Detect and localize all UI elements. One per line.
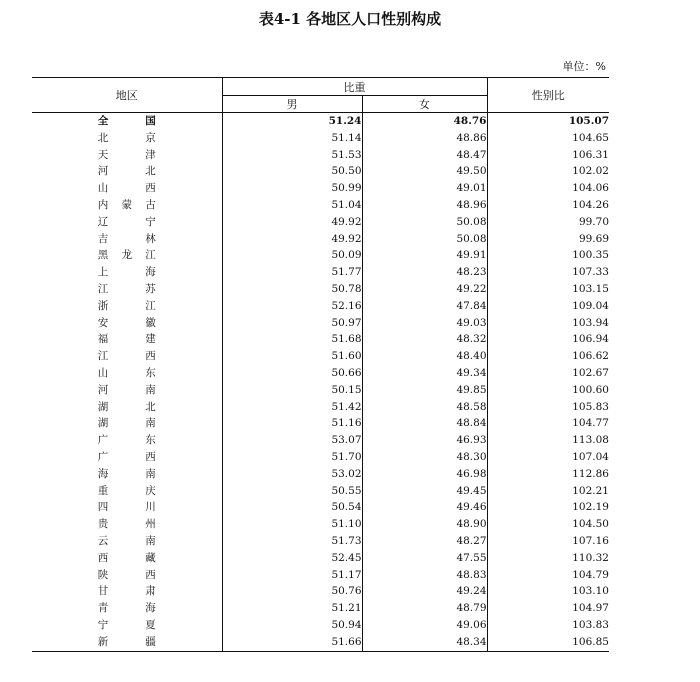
region-cell bbox=[32, 382, 222, 399]
region-name: 北 京 bbox=[97, 131, 156, 144]
region-name: 湖 北 bbox=[97, 400, 156, 413]
region-cell bbox=[32, 197, 222, 214]
table-row bbox=[32, 449, 609, 466]
female-value: 49.24 bbox=[362, 583, 487, 600]
region-cell bbox=[32, 466, 222, 483]
sex-ratio-value: 107.04 bbox=[487, 449, 609, 466]
region-cell bbox=[32, 348, 222, 365]
region-name: 福 建 bbox=[97, 333, 156, 346]
female-value: 48.40 bbox=[362, 348, 487, 365]
sex-ratio-value: 106.94 bbox=[487, 331, 609, 348]
female-value: 48.96 bbox=[362, 197, 487, 214]
female-value: 47.55 bbox=[362, 550, 487, 567]
female-value: 48.30 bbox=[362, 449, 487, 466]
region-name: 浙 江 bbox=[97, 299, 156, 312]
region-name: 湖 南 bbox=[97, 417, 156, 430]
table-title: 表4-1 各地区人口性别构成 bbox=[258, 10, 442, 28]
male-value: 51.16 bbox=[222, 415, 362, 432]
sex-ratio-value: 113.08 bbox=[487, 432, 609, 449]
region-cell bbox=[32, 449, 222, 466]
table-row bbox=[32, 550, 609, 567]
region-cell bbox=[32, 550, 222, 567]
table-row bbox=[32, 499, 609, 516]
sex-ratio-value: 104.06 bbox=[487, 180, 609, 197]
region-cell bbox=[32, 499, 222, 516]
female-value: 49.22 bbox=[362, 281, 487, 298]
table-row bbox=[32, 382, 609, 399]
region-cell bbox=[32, 264, 222, 281]
female-value: 50.08 bbox=[362, 231, 487, 248]
region-cell bbox=[32, 298, 222, 315]
table-row bbox=[32, 583, 609, 600]
region-name: 重 庆 bbox=[97, 484, 156, 497]
sex-ratio-value: 99.70 bbox=[487, 214, 609, 231]
region-name: 四 川 bbox=[97, 501, 156, 514]
male-value: 50.78 bbox=[222, 281, 362, 298]
male-value: 51.73 bbox=[222, 533, 362, 550]
region-name: 宁 夏 bbox=[97, 618, 156, 631]
female-value: 48.90 bbox=[362, 516, 487, 533]
table-row bbox=[32, 231, 609, 248]
table-row bbox=[32, 298, 609, 315]
region-cell bbox=[32, 331, 222, 348]
table-row bbox=[32, 331, 609, 348]
table-row bbox=[32, 617, 609, 634]
region-cell bbox=[32, 231, 222, 248]
table-row bbox=[32, 180, 609, 197]
region-name: 上 海 bbox=[97, 266, 156, 279]
table-row bbox=[32, 281, 609, 298]
weight-header: 比重 bbox=[222, 78, 487, 96]
male-value: 51.66 bbox=[222, 634, 362, 651]
region-name: 山 东 bbox=[97, 366, 156, 379]
female-value: 49.01 bbox=[362, 180, 487, 197]
sex-ratio-header: 性别比 bbox=[487, 78, 609, 113]
male-value: 50.66 bbox=[222, 365, 362, 382]
sex-ratio-value: 99.69 bbox=[487, 231, 609, 248]
female-value: 48.83 bbox=[362, 567, 487, 584]
region-name: 新 疆 bbox=[97, 635, 156, 648]
male-value: 50.55 bbox=[222, 483, 362, 500]
region-cell bbox=[32, 180, 222, 197]
male-value: 49.92 bbox=[222, 214, 362, 231]
table-row bbox=[32, 483, 609, 500]
sex-ratio-value: 102.02 bbox=[487, 163, 609, 180]
table-row bbox=[32, 365, 609, 382]
female-value: 48.34 bbox=[362, 634, 487, 651]
sex-ratio-value: 102.67 bbox=[487, 365, 609, 382]
region-name: 云 南 bbox=[97, 534, 156, 547]
female-value: 48.27 bbox=[362, 533, 487, 550]
region-cell bbox=[32, 415, 222, 432]
unit-label: 单位：% bbox=[562, 60, 606, 73]
table-row bbox=[32, 533, 609, 550]
female-value: 48.47 bbox=[362, 147, 487, 164]
male-value: 50.94 bbox=[222, 617, 362, 634]
sex-ratio-value: 104.50 bbox=[487, 516, 609, 533]
female-value: 49.06 bbox=[362, 617, 487, 634]
region-cell bbox=[32, 247, 222, 264]
female-value: 48.76 bbox=[362, 113, 487, 130]
male-value: 51.42 bbox=[222, 399, 362, 416]
table-row bbox=[32, 466, 609, 483]
region-name: 江 苏 bbox=[97, 282, 156, 295]
table-row bbox=[32, 415, 609, 432]
region-name: 贵 州 bbox=[97, 518, 156, 531]
region-name: 海 南 bbox=[97, 467, 156, 480]
female-value: 49.85 bbox=[362, 382, 487, 399]
region-cell bbox=[32, 483, 222, 500]
sex-ratio-value: 106.31 bbox=[487, 147, 609, 164]
region-cell bbox=[32, 147, 222, 164]
region-cell bbox=[32, 617, 222, 634]
table-row bbox=[32, 432, 609, 449]
sex-ratio-value: 100.35 bbox=[487, 247, 609, 264]
male-value: 53.07 bbox=[222, 432, 362, 449]
table-row bbox=[32, 197, 609, 214]
male-value: 50.99 bbox=[222, 180, 362, 197]
male-value: 51.68 bbox=[222, 331, 362, 348]
sex-ratio-value: 109.04 bbox=[487, 298, 609, 315]
table-row bbox=[32, 214, 609, 231]
male-value: 52.45 bbox=[222, 550, 362, 567]
table-row bbox=[32, 634, 609, 651]
sex-ratio-value: 103.15 bbox=[487, 281, 609, 298]
region-cell bbox=[32, 113, 222, 130]
region-name: 安 徽 bbox=[97, 316, 156, 329]
male-value: 51.04 bbox=[222, 197, 362, 214]
female-value: 49.91 bbox=[362, 247, 487, 264]
sex-ratio-value: 104.77 bbox=[487, 415, 609, 432]
sex-ratio-value: 102.19 bbox=[487, 499, 609, 516]
female-value: 46.93 bbox=[362, 432, 487, 449]
female-value: 49.50 bbox=[362, 163, 487, 180]
sex-ratio-value: 103.94 bbox=[487, 315, 609, 332]
region-cell bbox=[32, 365, 222, 382]
sex-ratio-value: 106.85 bbox=[487, 634, 609, 651]
male-value: 51.70 bbox=[222, 449, 362, 466]
region-name: 辽 宁 bbox=[97, 215, 156, 228]
region-name: 江 西 bbox=[97, 350, 156, 363]
table-row bbox=[32, 315, 609, 332]
region-name: 吉 林 bbox=[97, 232, 156, 245]
male-value: 50.09 bbox=[222, 247, 362, 264]
region-name: 全 国 bbox=[97, 115, 156, 127]
sex-ratio-value: 104.26 bbox=[487, 197, 609, 214]
male-value: 50.76 bbox=[222, 583, 362, 600]
male-value: 49.92 bbox=[222, 231, 362, 248]
table-row bbox=[32, 567, 609, 584]
region-name: 山 西 bbox=[97, 182, 156, 195]
region-cell bbox=[32, 600, 222, 617]
table-row bbox=[32, 399, 609, 416]
table-row bbox=[32, 147, 609, 164]
sex-ratio-value: 103.83 bbox=[487, 617, 609, 634]
sex-ratio-value: 106.62 bbox=[487, 348, 609, 365]
population-sex-table bbox=[32, 77, 609, 652]
region-name: 青 海 bbox=[97, 602, 156, 615]
region-name: 广 西 bbox=[97, 450, 156, 463]
female-value: 49.46 bbox=[362, 499, 487, 516]
table-row bbox=[32, 130, 609, 147]
region-header: 地区 bbox=[32, 78, 222, 113]
female-value: 50.08 bbox=[362, 214, 487, 231]
male-value: 51.17 bbox=[222, 567, 362, 584]
region-name: 陕 西 bbox=[97, 568, 156, 581]
region-cell bbox=[32, 163, 222, 180]
table-row bbox=[32, 516, 609, 533]
male-value: 52.16 bbox=[222, 298, 362, 315]
female-value: 49.34 bbox=[362, 365, 487, 382]
male-value: 50.97 bbox=[222, 315, 362, 332]
female-value: 46.98 bbox=[362, 466, 487, 483]
sex-ratio-value: 112.86 bbox=[487, 466, 609, 483]
region-cell bbox=[32, 399, 222, 416]
sex-ratio-value: 107.16 bbox=[487, 533, 609, 550]
male-value: 51.60 bbox=[222, 348, 362, 365]
region-cell bbox=[32, 533, 222, 550]
table-row bbox=[32, 247, 609, 264]
male-value: 51.77 bbox=[222, 264, 362, 281]
table-body bbox=[32, 113, 609, 652]
region-name: 天 津 bbox=[97, 148, 156, 161]
region-name: 河 南 bbox=[97, 383, 156, 396]
male-value: 51.14 bbox=[222, 130, 362, 147]
female-value: 48.32 bbox=[362, 331, 487, 348]
female-value: 48.84 bbox=[362, 415, 487, 432]
male-value: 53.02 bbox=[222, 466, 362, 483]
sex-ratio-value: 104.65 bbox=[487, 130, 609, 147]
region-cell bbox=[32, 567, 222, 584]
sex-ratio-value: 105.07 bbox=[487, 113, 609, 130]
male-value: 51.10 bbox=[222, 516, 362, 533]
male-value: 50.54 bbox=[222, 499, 362, 516]
sex-ratio-value: 110.32 bbox=[487, 550, 609, 567]
region-cell bbox=[32, 516, 222, 533]
region-cell bbox=[32, 634, 222, 651]
sex-ratio-value: 105.83 bbox=[487, 399, 609, 416]
male-value: 50.50 bbox=[222, 163, 362, 180]
region-name: 河 北 bbox=[97, 165, 156, 178]
female-value: 49.03 bbox=[362, 315, 487, 332]
sex-ratio-value: 100.60 bbox=[487, 382, 609, 399]
female-header: 女 bbox=[362, 96, 487, 113]
male-value: 51.53 bbox=[222, 147, 362, 164]
region-cell bbox=[32, 130, 222, 147]
sex-ratio-value: 103.10 bbox=[487, 583, 609, 600]
female-value: 48.86 bbox=[362, 130, 487, 147]
table-row bbox=[32, 348, 609, 365]
male-value: 51.24 bbox=[222, 113, 362, 130]
region-cell bbox=[32, 583, 222, 600]
table-row bbox=[32, 600, 609, 617]
region-name: 西 藏 bbox=[97, 551, 156, 564]
region-cell bbox=[32, 281, 222, 298]
table-row bbox=[32, 113, 609, 130]
female-value: 48.58 bbox=[362, 399, 487, 416]
region-name: 内蒙古 bbox=[97, 198, 156, 211]
male-header: 男 bbox=[222, 96, 362, 113]
region-name: 广 东 bbox=[97, 434, 156, 447]
female-value: 47.84 bbox=[362, 298, 487, 315]
region-cell bbox=[32, 315, 222, 332]
female-value: 48.79 bbox=[362, 600, 487, 617]
table-row bbox=[32, 163, 609, 180]
sex-ratio-value: 107.33 bbox=[487, 264, 609, 281]
female-value: 48.23 bbox=[362, 264, 487, 281]
region-name: 甘 肃 bbox=[97, 585, 156, 598]
sex-ratio-value: 104.97 bbox=[487, 600, 609, 617]
table-row bbox=[32, 264, 609, 281]
male-value: 50.15 bbox=[222, 382, 362, 399]
sex-ratio-value: 102.21 bbox=[487, 483, 609, 500]
male-value: 51.21 bbox=[222, 600, 362, 617]
region-cell bbox=[32, 432, 222, 449]
region-cell bbox=[32, 214, 222, 231]
female-value: 49.45 bbox=[362, 483, 487, 500]
sex-ratio-value: 104.79 bbox=[487, 567, 609, 584]
region-name: 黑龙江 bbox=[97, 249, 156, 262]
